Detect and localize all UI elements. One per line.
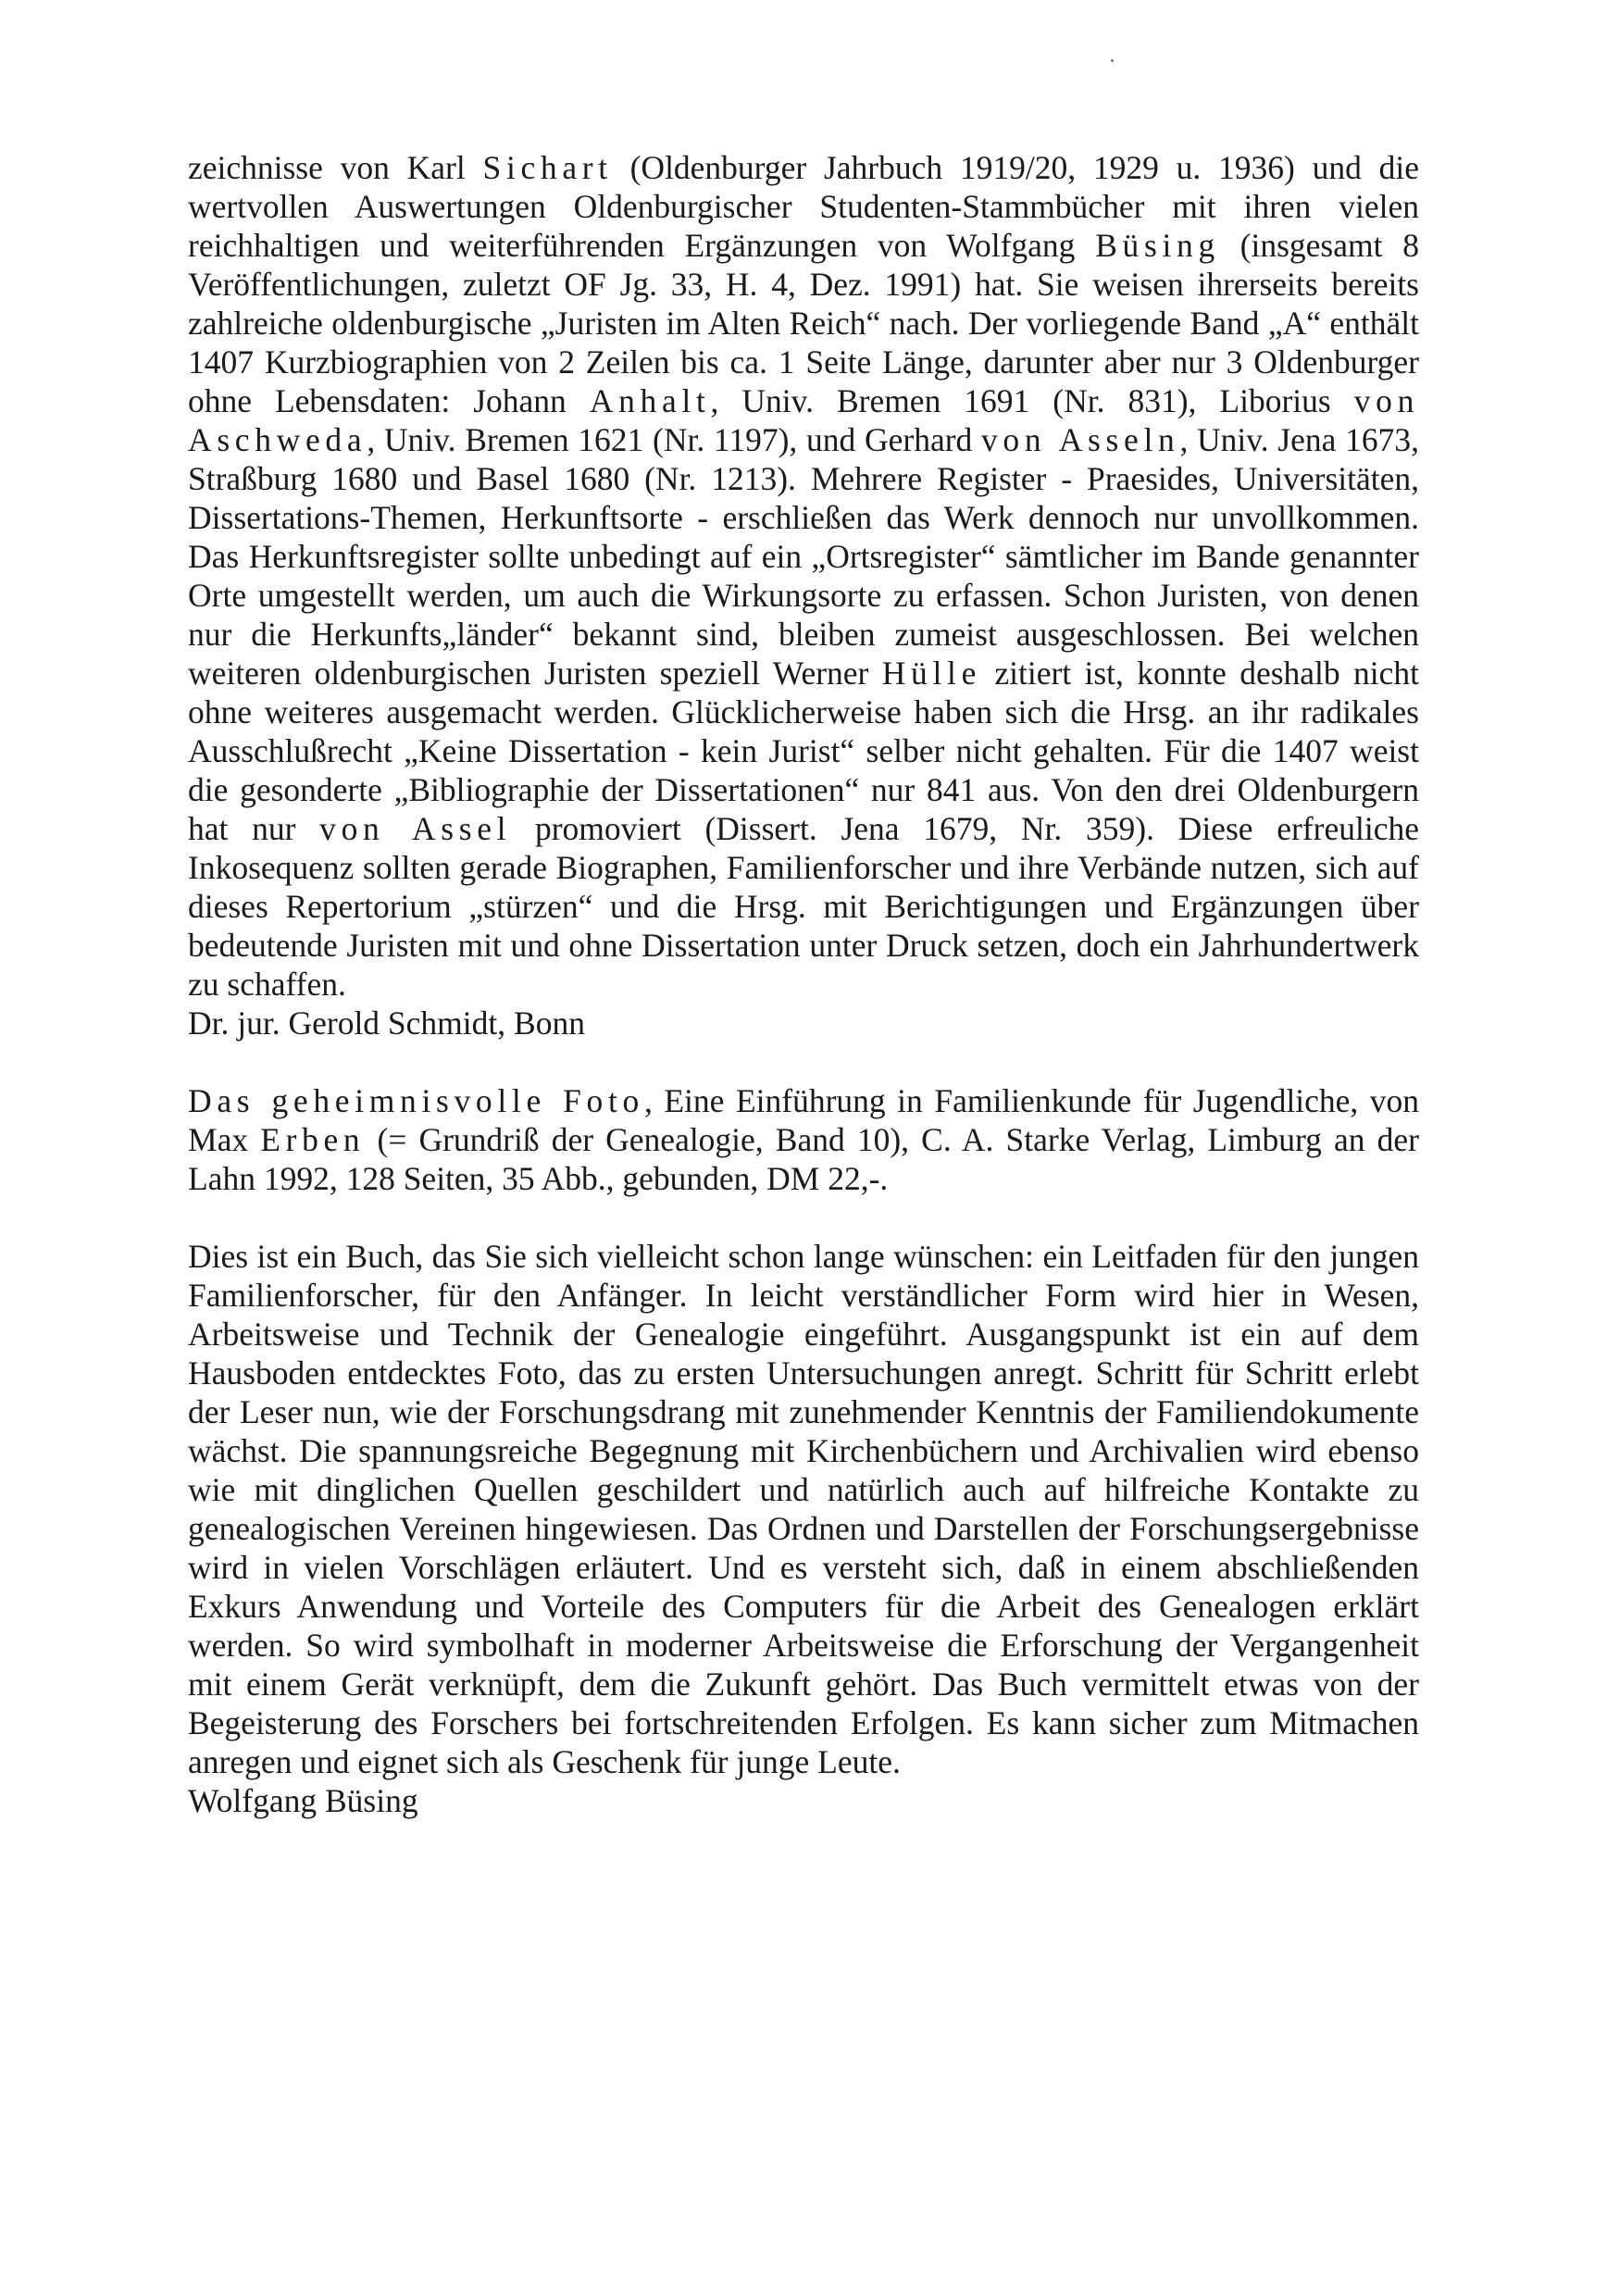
book-citation: Das geheimnisvolle Foto, Eine Einführung in Familienkunde für Jugendliche, von Max Erben (= Grundriß der Genealogie, Band 10), C. A. Starke Verlag, Limburg an der Lahn 1992, 128 Seiten, 35 Abb., gebunden, DM 22,-. <box>188 1082 1419 1197</box>
scan-speck <box>1111 59 1114 62</box>
spaced-name: Büsing <box>1095 227 1220 264</box>
review-paragraph: zeichnisse von Karl Sichart (Oldenburger Jahrbuch 1919/20, 1929 u. 1936) und die wertvollen Auswertungen Oldenburgischer Studenten-Stammbücher mit ihren vielen reichhaltigen und weiterführenden Ergänzungen von Wolfgang Büsing (insgesamt 8 Veröffentlichungen, zuletzt OF Jg. 33, H. 4, Dez. 1991) hat. Sie weisen ihrerseits bereits zahlreiche oldenburgische „Juristen im Alten Reich“ nach. Der vorliegende Band „A“ enthält 1407 Kurzbiographien von 2 Zeilen bis ca. 1 Seite Länge, darunter aber nur 3 Oldenburger ohne Lebensdaten: Johann Anhalt, Univ. Bremen 1691 (Nr. 831), Liborius von Aschweda, Univ. Bremen 1621 (Nr. 1197), und Gerhard von Asseln, Univ. Jena 1673, Straßburg 1680 und Basel 1680 (Nr. 1213). Mehrere Register - Praesides, Universitäten, Dissertations-Themen, Herkunftsorte - erschließen das Werk dennoch nur unvollkommen. Das Herkunftsregister sollte unbedingt auf ein „Ortsregister“ sämtlicher im Bande genannter Orte umgestellt werden, um auch die Wirkungsorte zu erfassen. Schon Juristen, von denen nur die Herkunfts„länder“ bekannt sind, bleiben zumeist ausgeschlossen. Bei welchen weiteren oldenburgischen Juristen speziell Werner Hülle zitiert ist, konnte deshalb nicht ohne weiteres ausgemacht werden. Glücklicherweise haben sich die Hrsg. an ihr radikales Ausschlußrecht „Keine Dissertation - kein Jurist“ selber nicht gehalten. Für die 1407 weist die gesonderte „Bibliographie der Dissertationen“ nur 841 aus. Von den drei Oldenburgern hat nur von Assel promoviert (Dissert. Jena 1679, Nr. 359). Diese erfreuliche Inkosequenz sollten gerade Biographen, Familienforscher und ihre Verbände nutzen, sich auf dieses Repertorium „stürzen“ und die Hrsg. mit Berichtigungen und Ergänzungen über bedeutende Juristen mit und ohne Dissertation unter Druck setzen, doch ein Jahrhundertwerk zu schaffen. <box>188 149 1420 1003</box>
review-signature: Dr. jur. Gerold Schmidt, Bonn <box>188 1004 585 1042</box>
spaced-name: Anhalt <box>589 382 711 419</box>
review-signature: Wolfgang Büsing <box>188 1782 418 1819</box>
spaced-name: Erben <box>260 1121 366 1158</box>
review-paragraph: Dies ist ein Buch, das Sie sich vielleicht schon lange wünschen: ein Leitfaden für den jungen Familienforscher, für den Anfänger. In leicht verständlicher Form wird hier in Wesen, Arbeitsweise und Technik der Genealogie eingeführt. Ausgangspunkt ist ein auf dem Hausboden entdecktes Foto, das zu ersten Untersuchungen anregt. Schritt für Schritt erlebt der Leser nun, wie der Forschungsdrang mit zunehmender Kenntnis der Familiendokumente wächst. Die spannungsreiche Begegnung mit Kirchenbüchern und Archivalien wird ebenso wie mit dinglichen Quellen geschildert und natürlich auch auf hilfreiche Kontakte zu genealogischen Vereinen hingewiesen. Das Ordnen und Darstellen der Forschungsergebnisse wird in vielen Vorschlägen erläutert. Und es versteht sich, daß in einem abschließenden Exkurs Anwendung und Vorteile des Computers für die Arbeit des Genealogen erklärt werden. So wird symbolhaft in moderner Arbeitsweise die Erforschung der Vergangenheit mit einem Gerät verknüpft, dem die Zukunft gehört. Das Buch vermittelt etwas von der Begeisterung des Forschers bei fortschreitenden Erfolgen. Es kann sicher zum Mitmachen anregen und eignet sich als Geschenk für junge Leute. <box>188 1238 1419 1780</box>
spaced-name: von Assel <box>319 810 512 847</box>
spaced-name: von Asseln <box>980 421 1180 458</box>
text-column <box>188 148 1419 1820</box>
spaced-name: Sichart <box>482 149 613 186</box>
spaced-name: Das geheimnisvolle Foto <box>188 1082 644 1119</box>
spaced-name: Hülle <box>881 655 982 692</box>
spaced-name: von Aschweda <box>188 382 1419 458</box>
